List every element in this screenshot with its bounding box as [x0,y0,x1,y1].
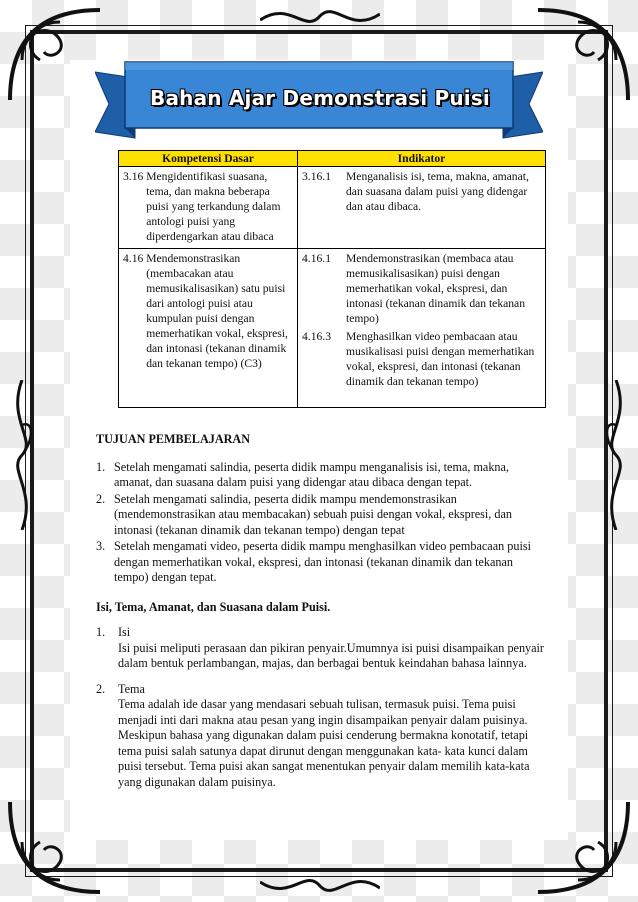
side-swirl-icon [2,380,42,530]
side-swirl-icon [596,380,636,530]
list-number: 1. [96,459,106,474]
top-swirl-icon [260,0,380,34]
indicator-number: 4.16.1 [302,252,331,265]
indicator-cell [298,249,546,408]
subsection-text: Tema adalah ide dasar yang mendasari sebuah tulisan, termasuk puisi. Tema puisi menjadi inti dari makna atau pesan yang ingin disampaikan penyair dalam puisinya. Meskipun bahasa yang digunakan dalam puisi cenderung bermakna konotatif, tetapi tema puisi salah satunya dapat dirunut dengan menggunakan kata- kata kunci dalam puisi tersebut. Tema puisi akan sangat menentukan penyair dalam memilih kata-kata yang digunakan dalam puisinya. [118,697,530,789]
subsection-title: Tema [118,681,145,696]
list-text: Setelah mengamati video, peserta didik mampu menghasilkan video pembacaan puisi dengan memerhatikan vokal, ekspresi, dan intonasi (tekanan dinamik dan tekanan tempo) dengan tepat. [114,539,531,584]
indicator-text: Menganalisis isi, tema, makna, amanat, dan suasana dalam puisi yang didengar dan atau dibaca. [346,170,529,213]
competency-table [118,150,546,408]
table-row [119,249,546,408]
page-title: Bahan Ajar Demonstrasi Puisi [150,86,490,110]
table-header-row [119,151,546,167]
kd-text: Mendemonstrasikan (membacakan atau memusikalisasikan) satu puisi dari antologi puisi atau kumpulan puisi dengan memerhatikan vokal, ekspresi, dan intonasi (tekanan dinamik dan tekanan tempo) (C3) [146,252,288,370]
header-kompetensi-dasar: Kompetensi Dasar [119,151,298,167]
list-item [96,625,544,672]
indicator-number: 3.16.1 [302,170,331,183]
list-number: 3. [96,539,106,553]
bottom-swirl-icon [260,868,380,902]
header-indikator: Indikator [298,151,546,167]
subsection-text: Isi puisi meliputi perasaan dan pikiran penyair.Umumnya isi puisi disampaikan penyair dalam bentuk perlambangan, majas, dan berbagai bentuk keindahan bahasa lainnya. [118,640,544,670]
subsection-title: Isi [118,625,131,639]
list-number: 2. [96,681,106,696]
list-text: Setelah mengamati salindia, peserta didik mampu menganalisis isi, tema, makna, amanat, dan suasana dalam puisi yang didengar atau dibaca dengan tepat. [114,459,509,489]
section-heading-materi: Isi, Tema, Amanat, dan Suasana dalam Puisi. [96,599,331,614]
kd-cell [119,167,298,249]
indicator-cell [298,167,546,249]
tujuan-list [96,460,544,586]
list-number: 2. [96,491,106,506]
kd-cell [119,249,298,408]
kd-number: 4.16 [123,252,144,265]
list-item [96,682,544,791]
kd-text: Mengidentifikasi suasana, tema, dan makna beberapa puisi yang terkandung dalam antologi puisi yang diperdengarkan atau dibaca [146,170,281,243]
list-item [96,539,544,586]
list-text: Setelah mengamati salindia, peserta didik mampu mendemonstrasikan (mendemonstrasikan atau membacakan) sebuah puisi dengan vokal, ekspresi, dan intonasi (tekanan dinamik dan tekanan tempo) dengan tepat [114,491,512,537]
document-body [96,432,544,790]
indicator-number: 4.16.3 [302,330,331,343]
indicator-text: Menghasilkan video pembacaan atau musikalisasi puisi dengan memerhatikan vokal, ekspresi, dan intonasi (tekanan dinamik dan tekanan tempo) [346,330,535,388]
table-row [119,167,546,249]
list-number: 1. [96,625,106,639]
section-heading-tujuan: TUJUAN PEMBELAJARAN [96,432,251,446]
kd-number: 3.16 [123,170,144,183]
list-item [96,460,544,491]
list-item [96,492,544,539]
indicator-text: Mendemonstrasikan (membaca atau memusikalisasikan) puisi dengan memerhatikan vokal, ekspresi, dan intonasi (tekanan dinamik dan tekanan tempo) [346,252,526,325]
